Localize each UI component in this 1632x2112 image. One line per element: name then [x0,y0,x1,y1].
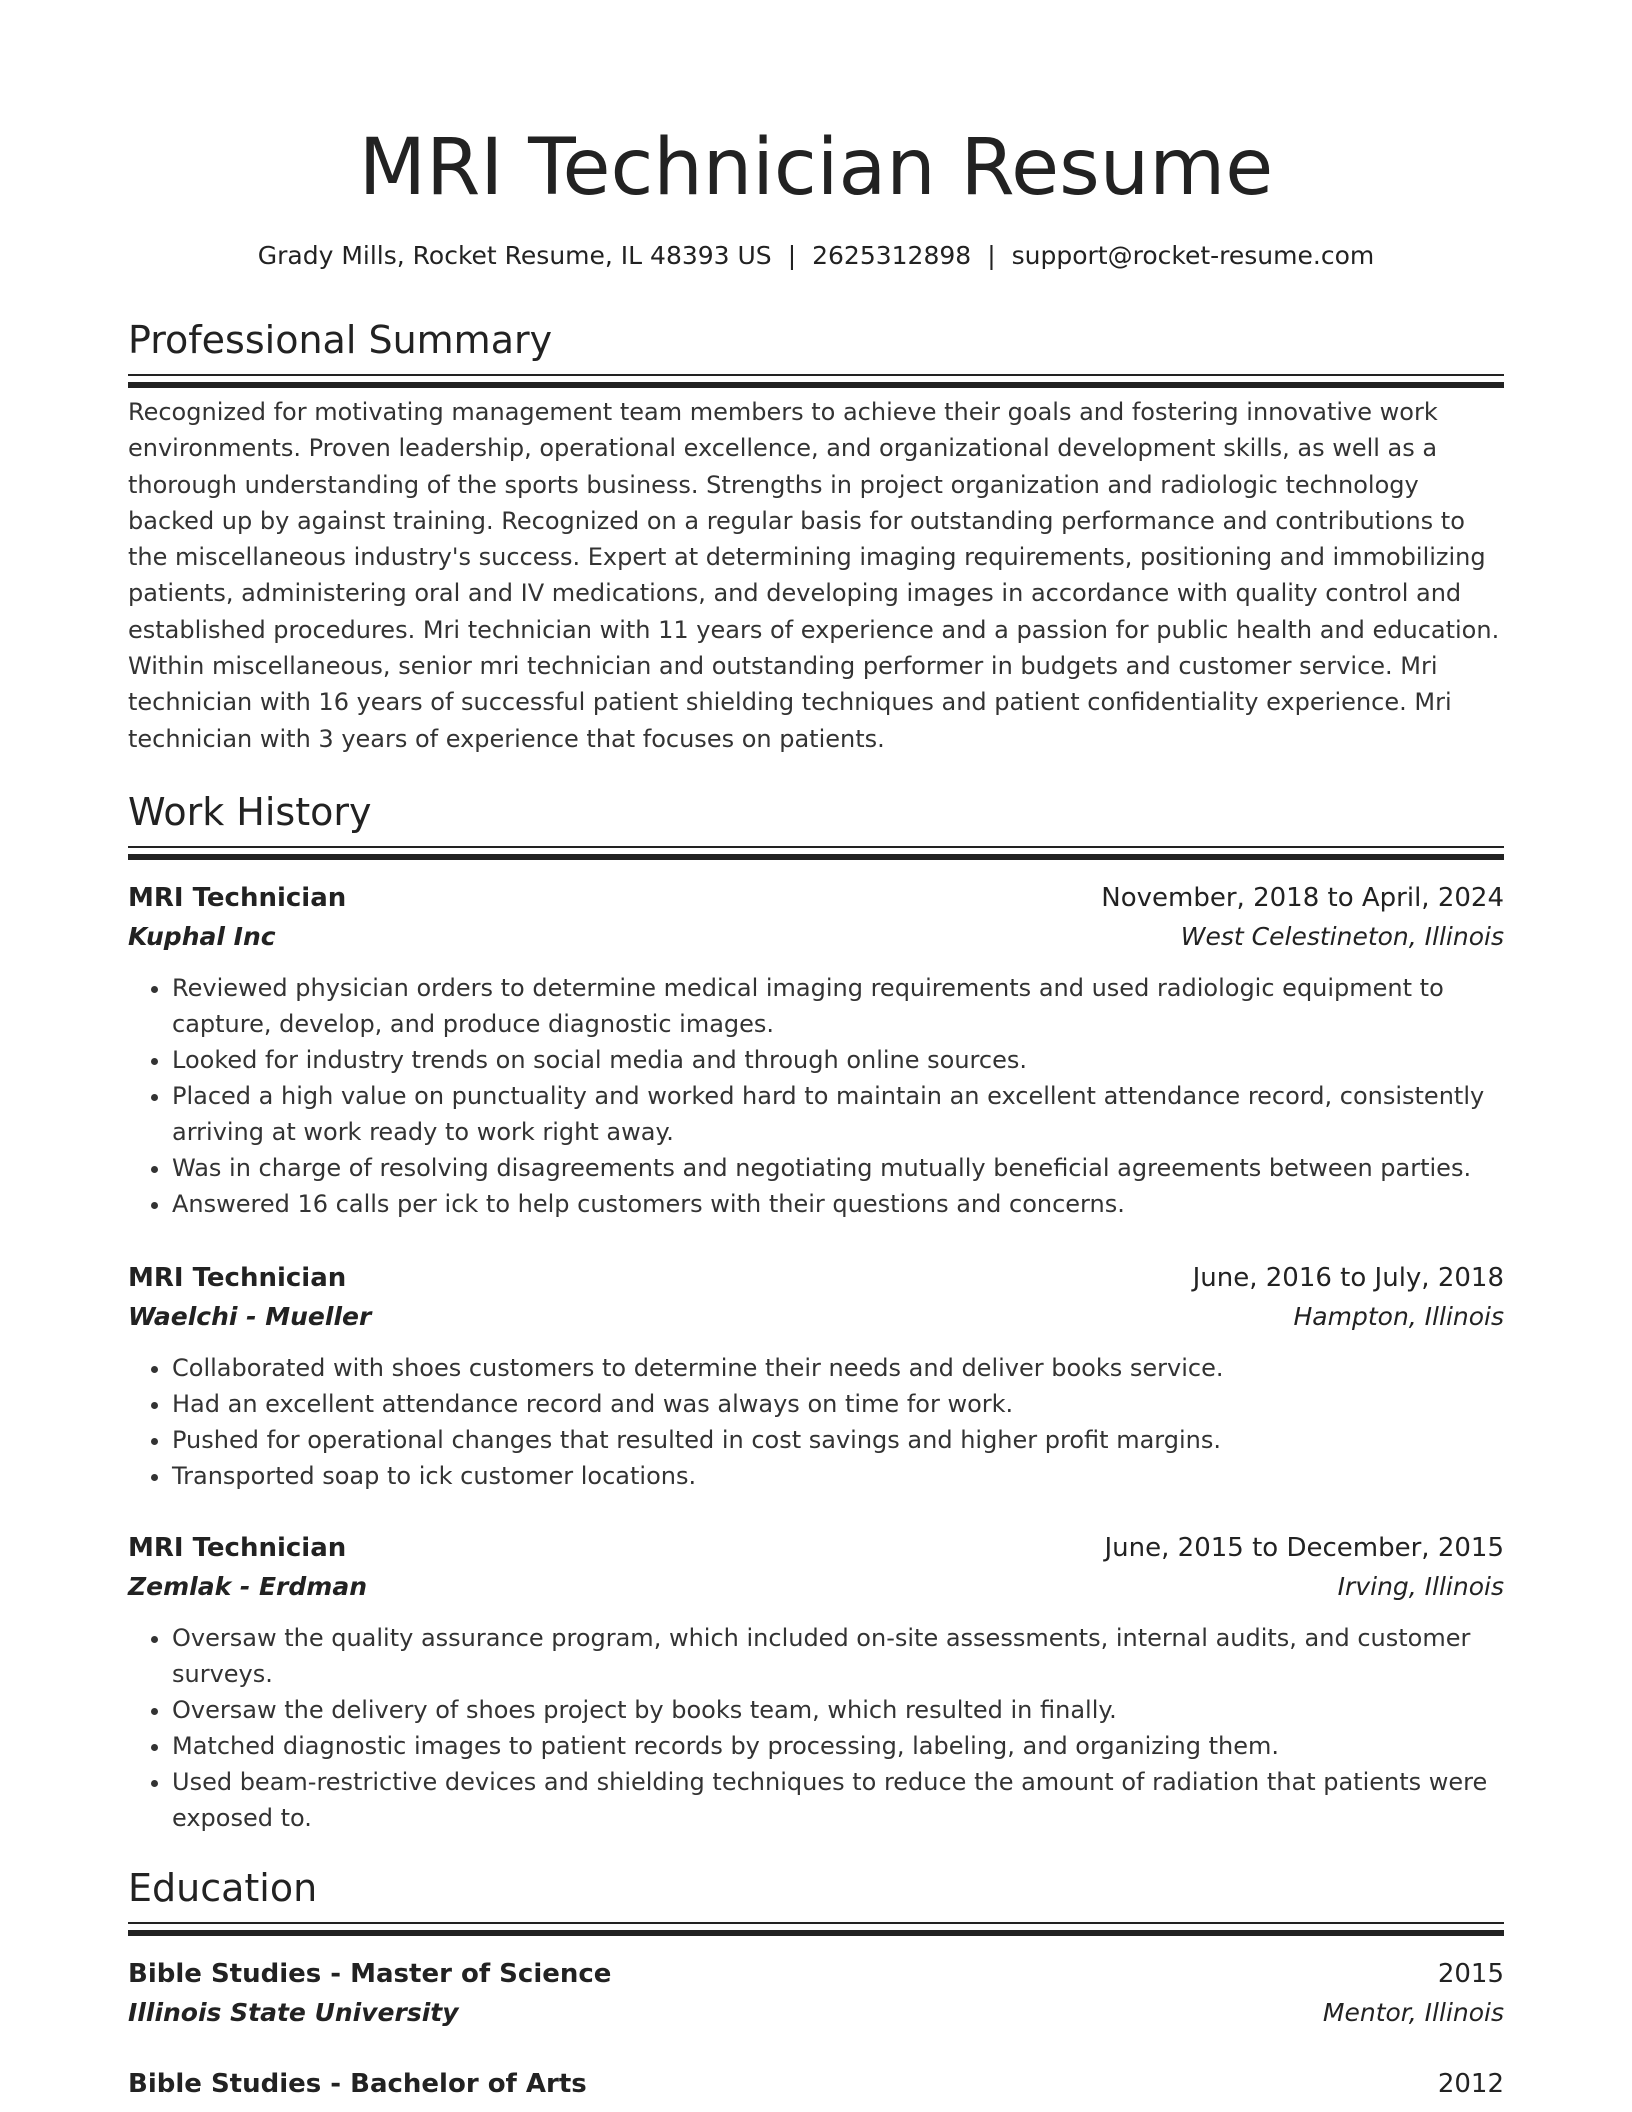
job-dates: June, 2016 to July, 2018 [1192,1263,1504,1293]
job-entry [128,1528,1504,1836]
resume-title: MRI Technician Resume [358,123,1274,213]
job-bullet: • Matched diagnostic images to patient records by processing, labeling, and organizing them. [172,1728,1504,1764]
education-school: Illinois State University [128,1998,459,2027]
job-dates: November, 2018 to April, 2024 [1101,883,1504,913]
job-bullet: • Oversaw the delivery of shoes project by books team, which resulted in finally. [172,1692,1504,1728]
section-heading-work: Work History [128,790,372,834]
education-degree: Bible Studies - Master of Science [128,1959,612,1989]
section-rule [128,374,1504,396]
job-bullet: • Was in charge of resolving disagreements and negotiating mutually beneficial agreements between parties. [172,1150,1504,1186]
job-bullet: • Collaborated with shoes customers to determine their needs and deliver books service. [172,1350,1504,1386]
job-bullet: • Oversaw the quality assurance program, which included on-site assessments, internal audits, and customer surveys. [172,1620,1504,1692]
contact-address: Grady Mills, Rocket Resume, IL 48393 US [257,241,772,270]
job-title: MRI Technician [128,1533,347,1563]
job-bullet: • Answered 16 calls per ick to help customers with their questions and concerns. [172,1186,1504,1222]
education-section [128,1862,1504,1944]
job-location: West Celestineton, Illinois [1180,922,1504,951]
job-location: Irving, Illinois [1337,1572,1504,1601]
summary-text: Recognized for motivating management team members to achieve their goals and fostering innovative work environments. Proven leadership, operational excellence, and organizational development skills, as well as a thorough understanding of the sports business. Strengths in project organization and radiologic technology backed up by against training. Recognized on a regular basis for outstanding performance and contributions to the miscellaneous industry's success. Expert at determining imaging requirements, positioning and immobilizing patients, administering oral and IV medications, and developing images in accordance with quality control and established procedures. Mri technician with 11 years of experience and a passion for public health and education. Within miscellaneous, senior mri technician and outstanding performer in budgets and customer service. Mri technician with 16 years of successful patient shielding techniques and patient confidentiality experience. Mri technician with 3 years of experience that focuses on patients. [128,398,1500,753]
contact-separator: | [987,241,996,270]
job-bullet: • Had an excellent attendance record and was always on time for work. [172,1386,1504,1422]
job-bullet: • Transported soap to ick customer locations. [172,1458,1504,1494]
job-entry [128,878,1504,1222]
education-degree: Bible Studies - Bachelor of Arts [128,2069,587,2099]
job-company: Zemlak - Erdman [128,1572,368,1601]
summary-section [128,314,1504,757]
section-heading-summary: Professional Summary [128,318,553,362]
education-year: 2012 [1437,2069,1504,2099]
job-bullet: • Placed a high value on punctuality and worked hard to maintain an excellent attendance record, consistently arriving at work ready to work right away. [172,1078,1504,1150]
section-rule [128,1922,1504,1944]
job-title: MRI Technician [128,883,347,913]
section-heading-education: Education [128,1866,318,1910]
section-rule [128,846,1504,868]
job-bullets [128,1350,1504,1494]
job-bullet: • Pushed for operational changes that resulted in cost savings and higher profit margins. [172,1422,1504,1458]
education-year: 2015 [1437,1959,1504,1989]
work-section [128,786,1504,868]
job-entry [128,1258,1504,1494]
contact-line [128,238,1504,274]
job-bullet: • Reviewed physician orders to determine medical imaging requirements and used radiologic equipment to capture, develop, and produce diagnostic images. [172,970,1504,1042]
job-bullet: • Looked for industry trends on social media and through online sources. [172,1042,1504,1078]
education-location: Mentor, Illinois [1322,1998,1504,2027]
job-dates: June, 2015 to December, 2015 [1104,1533,1504,1563]
job-company: Kuphal Inc [128,922,276,951]
job-bullets [128,970,1504,1222]
job-bullets [128,1620,1504,1836]
education-entry [128,1954,1504,2032]
job-bullet: • Used beam-restrictive devices and shielding techniques to reduce the amount of radiation that patients were exposed to. [172,1764,1504,1836]
job-location: Hampton, Illinois [1293,1302,1504,1331]
job-company: Waelchi - Mueller [128,1302,372,1331]
contact-separator: | [787,241,797,270]
contact-phone: 2625312898 [812,241,972,270]
contact-email: support@rocket-resume.com [1011,241,1375,270]
job-title: MRI Technician [128,1263,347,1293]
education-entry [128,2064,1504,2104]
